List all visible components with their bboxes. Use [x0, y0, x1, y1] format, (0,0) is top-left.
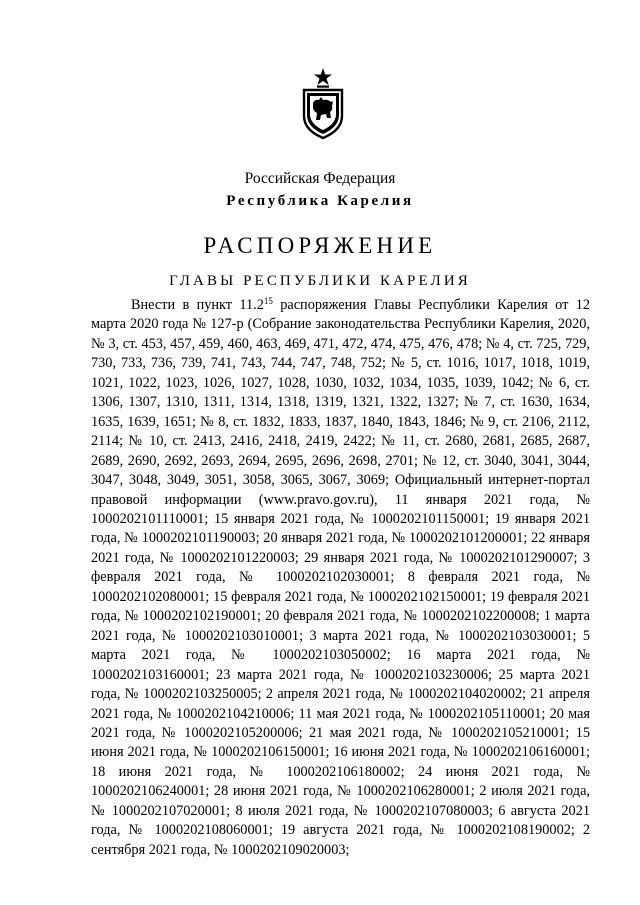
body-paragraph [91, 296, 590, 860]
body-text: распоряжения Главы Республики Карелия от 12 марта 2020 года № 127-р (Собрание законодательства Республики Карелия, 2020, № 3, ст. 453, 457, 459, 460, 463, 469, 471, 472, 474, 475, 476, 478; № 4, ст. 725, 729, 730, 733, 736, 739, 741, 743, 744, 747, 748, 752; № 5, ст. 1016, 1017, 1018, 1019, 1021, 1022, 1023, 1026, 1027, 1028, 1030, 1032, 1034, 1035, 1039, 1042; № 6, ст. 1306, 1307, 1310, 1311, 1314, 1318, 1319, 1321, 1322, 1327; № 7, ст. 1630, 1634, 1635, 1639, 1651; № 8, ст. 1832, 1833, 1837, 1840, 1843, 1846; № 9, ст. 2106, 2112, 2114; № 10, ст. 2413, 2416, 2418, 2419, 2422; № 11, ст. 2680, 2681, 2685, 2687, 2689, 2690, 2692, 2693, 2694, 2695, 2696, 2698, 2701; № 12, ст. 3040, 3041, 3044, 3047, 3048, 3049, 3051, 3058, 3065, 3067, 3069; Официальный интернет-портал правовой информации (www.pravo.gov.ru), 11 января 2021 года, № 1000202101110001; 15 января 2021 года, № 1000202101150001; 19 января 2021 года, № 1000202101190003; 20 января 2021 года, № 1000202101200001; 22 января 2021 года, № 1000202101220003; 29 января 2021 года, № 1000202101290007; 3 февраля 2021 года, № 1000202102030001; 8 февраля 2021 года, № 1000202102080001; 15 февраля 2021 года, № 1000202102150001; 19 февраля 2021 года, № 1000202102190001; 20 февраля 2021 года, № 1000202102200008; 1 марта 2021 года, № 1000202103010001; 3 марта 2021 года, № 1000202103030001; 5 марта 2021 года, № 1000202103050002; 16 марта 2021 года, № 1000202103160001; 23 марта 2021 года, № 1000202103230006; 25 марта 2021 года, № 1000202103250005; 2 апреля 2021 года, № 1000202104020002; 21 апреля 2021 года, № 1000202104210006; 11 мая 2021 года, № 1000202105110001; 20 мая 2021 года, № 1000202105200006; 21 мая 2021 года, № 1000202105210001; 15 июня 2021 года, № 1000202106150001; 16 июня 2021 года, № 1000202106160001; 18 июня 2021 года, № 1000202106180002; 24 июня 2021 года, № 1000202106240001; 28 июня 2021 года, № 1000202106280001; 2 июля 2021 года, № 1000202107020001; 8 июля 2021 года, № 1000202107080003; 6 августа 2021 года, № 1000202108060001; 19 августа 2021 года, № 1000202108190002; 2 сентября 2021 года, № 1000202109020003; [91, 297, 590, 858]
republic-name: Республика Карелия [226, 193, 414, 209]
body-lead: Внести в пункт 11.2 [131, 297, 264, 313]
karelia-coat-of-arms-icon [297, 66, 349, 140]
document-type: РАСПОРЯЖЕНИЕ [203, 233, 437, 258]
country-name: Российская Федерация [244, 170, 396, 187]
issuer-title: ГЛАВЫ РЕСПУБЛИКИ КАРЕЛИЯ [169, 273, 471, 289]
body-superscript: 15 [263, 296, 273, 306]
